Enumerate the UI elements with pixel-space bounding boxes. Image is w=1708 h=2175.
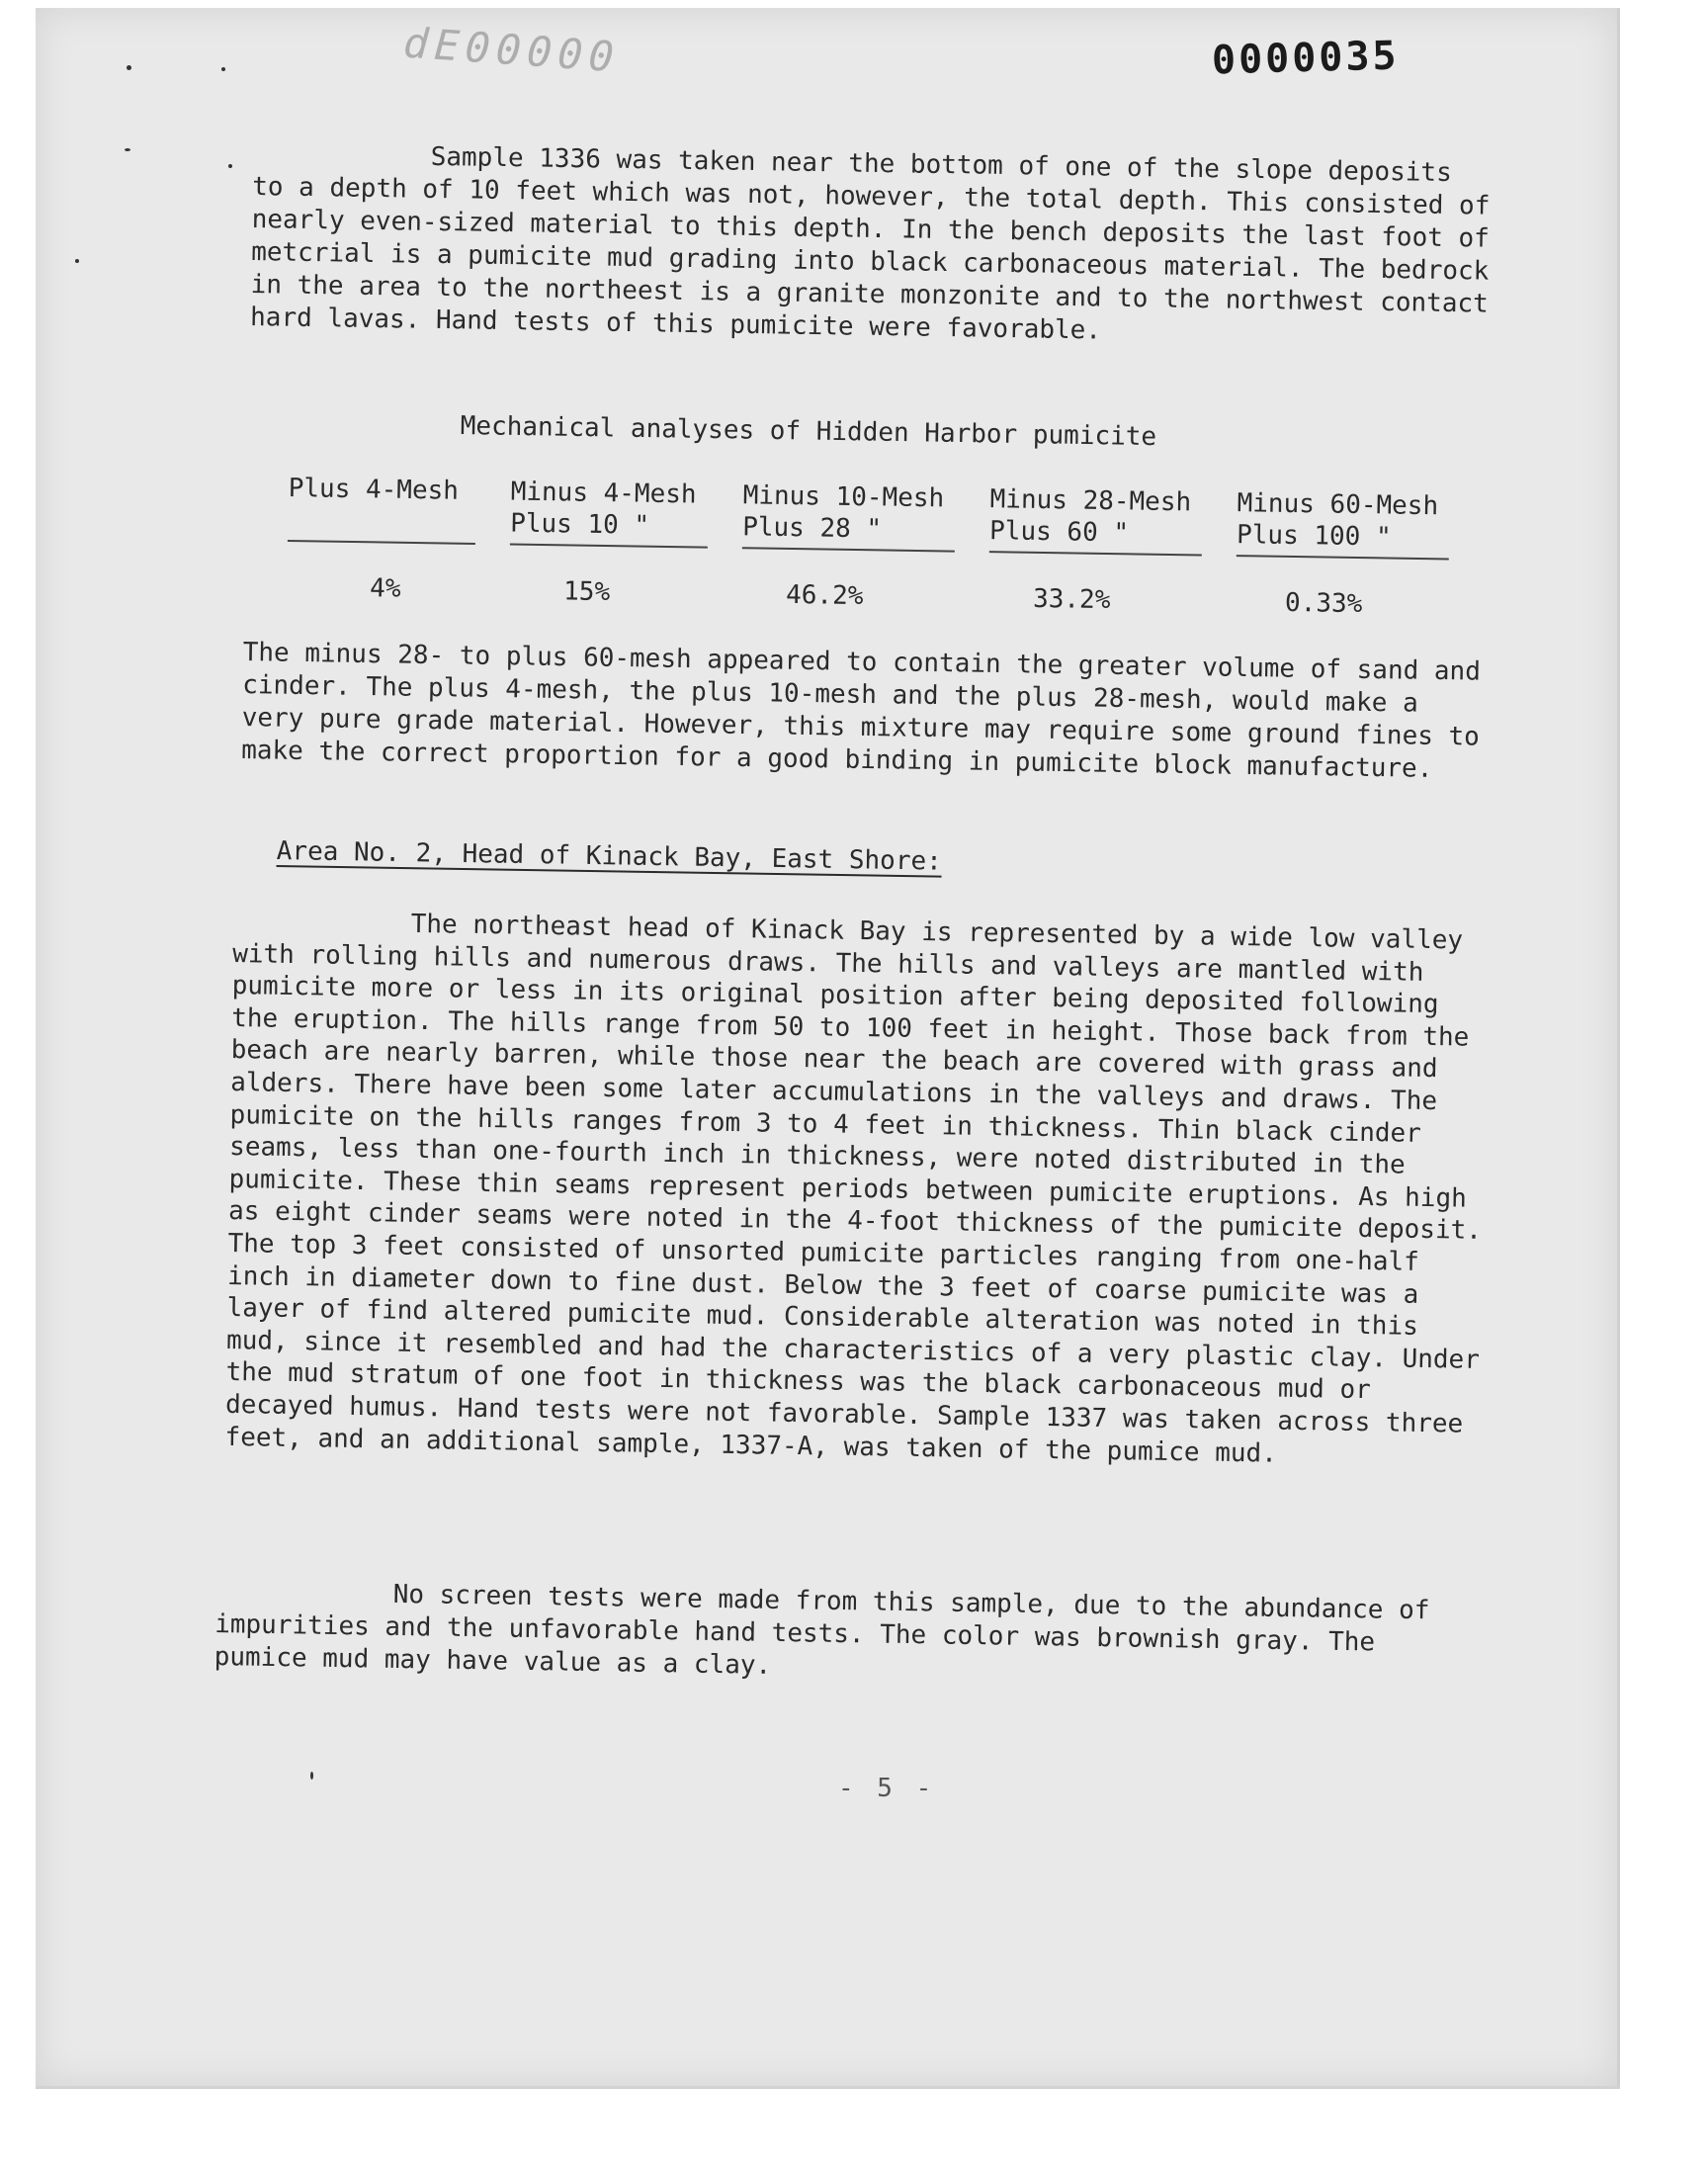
paper-speck xyxy=(221,67,225,71)
paragraph-minus-28-mesh: The minus 28- to plus 60-mesh appeared to contain the greater volume of sand and cinder. The plus 4-mesh, the plus 10-mesh and the plus 28-mesh, would make a very pure grade material. However, this mixture may require some ground fines to make the correct proportion for a good binding in pumicite block manufacture. xyxy=(240,637,1482,784)
header-underline xyxy=(288,540,475,545)
column-header-line1: Plus 4-Mesh xyxy=(288,473,460,506)
paper-speck xyxy=(310,1772,313,1780)
column-header-line1: Minus 10-Mesh xyxy=(742,480,945,514)
table-column-minus-4-mesh xyxy=(509,477,709,610)
header-underline xyxy=(510,544,708,549)
mechanical-analysis-table xyxy=(288,473,1455,620)
column-header-line1: Minus 60-Mesh xyxy=(1237,488,1439,522)
column-value: 46.2% xyxy=(785,579,864,612)
column-header-line2: Plus 100 " xyxy=(1236,520,1392,553)
paragraph-screen-tests: No screen tests were made from this sample, due to the abundance of impurities and the unfavorable hand tests. The color was brownish gray. The pumice mud may have value as a clay. xyxy=(214,1579,1430,1681)
column-header-line1: Minus 4-Mesh xyxy=(510,477,697,510)
table-column-plus-4-mesh xyxy=(287,473,476,606)
faint-stamp-number: dE00000 xyxy=(401,18,622,82)
table-column-minus-10-mesh xyxy=(741,479,956,613)
header-underline xyxy=(1237,555,1449,560)
column-value: 4% xyxy=(369,573,401,604)
page-number: - 5 - xyxy=(838,1774,936,1803)
table-column-minus-28-mesh xyxy=(988,483,1203,617)
section-heading-area-2: Area No. 2, Head of Kinack Bay, East Shore: xyxy=(276,836,943,877)
column-value: 33.2% xyxy=(1032,583,1111,616)
column-value: 0.33% xyxy=(1284,587,1363,620)
document-number: 0000035 xyxy=(1211,33,1401,84)
column-header-line1: Minus 28-Mesh xyxy=(989,484,1192,518)
paragraph-kinack-bay: The northeast head of Kinack Bay is represented by a wide low valley with rolling hills and numerous draws. The hills and valleys are mantled with pumicite more or less in its original position after being deposited following the eruption. The hills range from 50 to 100 feet in height. Those back from the beach are nearly barren, while those near the beach are covered with grass and alders. There have been some later accumulations in the valleys and draws. The pumicite on the hills ranges from 3 to 4 feet in thickness. Thin black cinder seams, less than one-fourth inch in thickness, were noted distributed in the pumicite. These thin seams represent periods between pumicite eruptions. As high as eight cinder seams were noted in the 4-foot thickness of the pumicite deposit. The top 3 feet consisted of unsorted pumicite particles ranging from one-half inch in diameter down to fine dust. Below the 3 feet of coarse pumicite was a layer of find altered pumicite mud. Considerable alteration was noted in this mud, since it resembled and had the characteristics of a very plastic clay. Under the mud stratum of one foot in thickness was the black carbonaceous mud or decayed humus. Hand tests were not favorable. Sample 1337 was taken across three feet, and an additional sample, 1337-A, was taken of the pumice mud. xyxy=(224,909,1483,1469)
column-header-line2: Plus 28 " xyxy=(741,512,883,545)
column-header-line2: Plus 10 " xyxy=(509,508,650,541)
paper-speck xyxy=(75,259,79,263)
paper-speck xyxy=(125,148,130,151)
paper-speck xyxy=(127,65,131,70)
table-title: Mechanical analyses of Hidden Harbor pumicite xyxy=(460,411,1157,453)
table-column-minus-60-mesh xyxy=(1236,487,1450,621)
column-header-line2: Plus 60 " xyxy=(988,516,1130,549)
document-page xyxy=(36,8,1620,2089)
paragraph-sample-1336: Sample 1336 was taken near the bottom of one of the slope deposits to a depth of 10 feet which was not, however, the total depth. This consisted of nearly even-sized material to this depth. In the bench deposits the last foot of metcrial is a pumicite mud grading into black carbonaceous material. The bedrock in the area to the northeest is a granite monzonite and to the northwest contact hard lavas. Hand tests of this pumicite were favorable. xyxy=(249,141,1491,346)
header-underline xyxy=(989,551,1202,556)
paper-speck xyxy=(228,164,232,168)
column-header-line2 xyxy=(288,504,475,539)
header-underline xyxy=(742,547,955,552)
column-value: 15% xyxy=(562,576,611,608)
